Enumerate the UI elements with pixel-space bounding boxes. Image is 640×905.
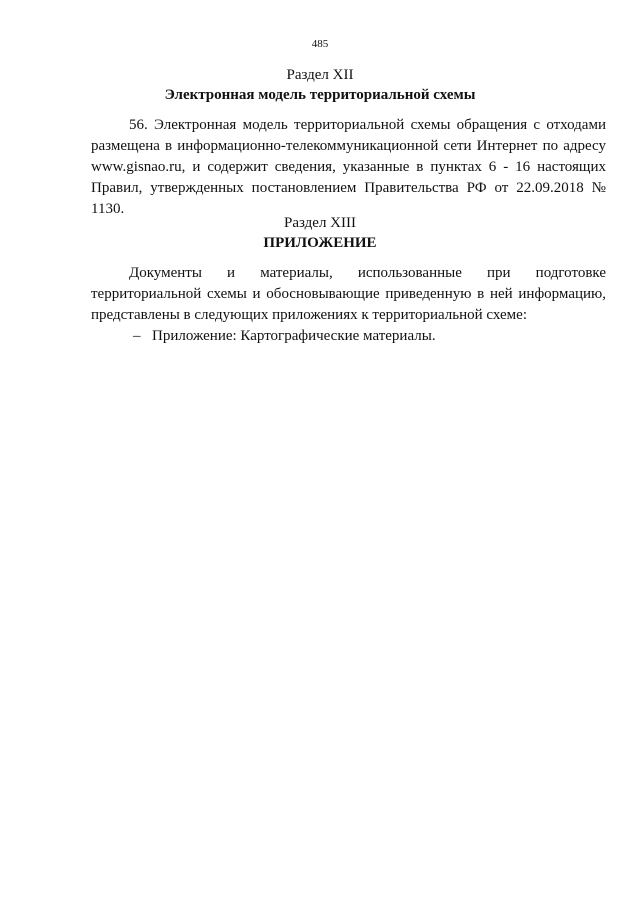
- section-12-paragraph: 56. Электронная модель территориальной схемы обращения с отходами размещена в информационно-телекоммуникационной сети Интернет по адресу www.gisnao.ru, и содержит сведения, указанные в пунктах 6 - 16 настоящих Правил, утвержденных постановлением Правительства РФ от 22.09.2018 № 1130.: [91, 117, 606, 217]
- bullet-marker: –: [133, 328, 141, 344]
- section-12-label: Раздел XII: [286, 67, 354, 83]
- section-13-title: ПРИЛОЖЕНИЕ: [263, 235, 377, 251]
- section-13-paragraph: Документы и материалы, использованные при подготовке территориальной схемы и обосновывающие приведенную в ней информацию, представлены в следующих приложениях к территориальной схеме:: [91, 265, 606, 323]
- section-13-label: Раздел XIII: [284, 215, 356, 231]
- list-item-text: Приложение: Картографические материалы.: [152, 328, 436, 344]
- section-12-title: Электронная модель территориальной схемы: [164, 87, 476, 103]
- page-number: 485: [311, 38, 329, 50]
